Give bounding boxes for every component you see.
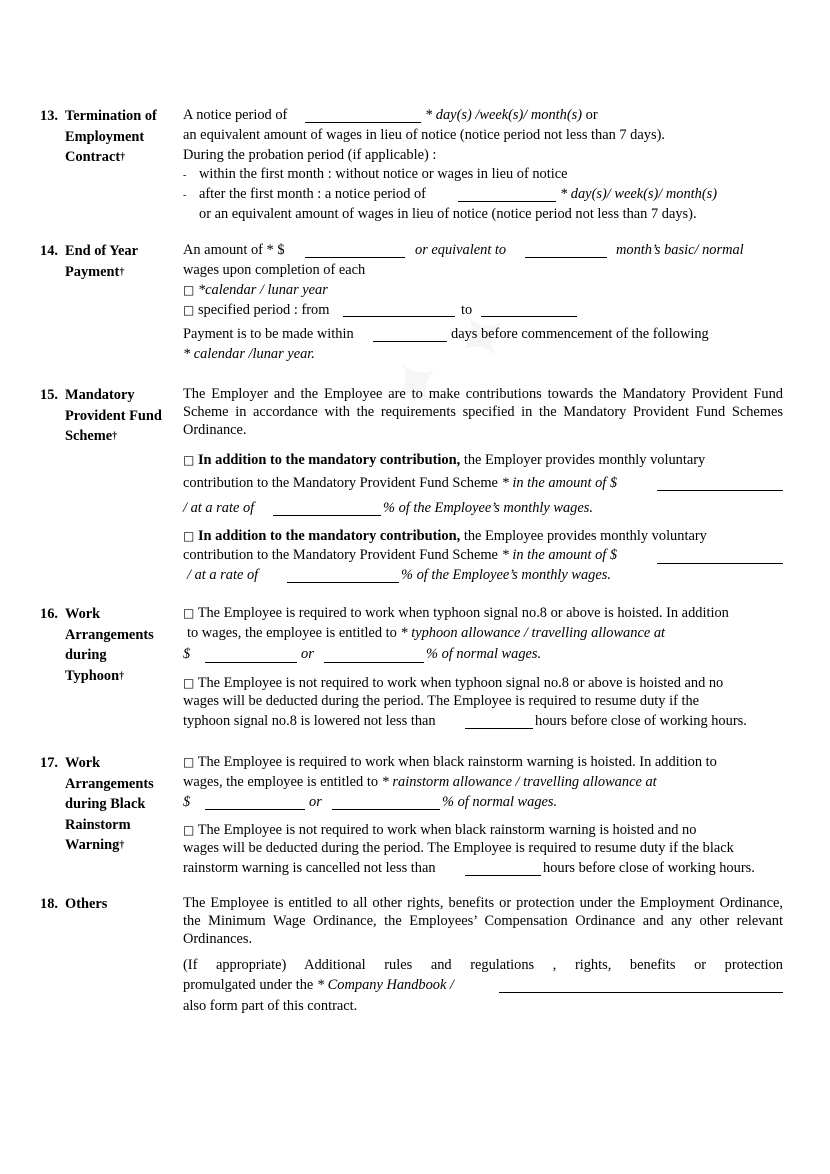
section-13: 13. Termination of Employment Contract† A notice period of * day(s) /week(s)/ month(s) or an equivalent amount of wages in lieu of notice (notice period not less than 7 days). During the probation period (if applicable) : - within the first month : without notice or wages in lieu of notice - after the first month : a notice period of * day(s)/ week(s)/ month(s) or an equivalent amount of wages in lieu of notice (notice period not less than 7 days). [40, 107, 718, 222]
section-16: 16. Work Arrangements during Typhoon† □ The Employee is required to work when typhoon signal no.8 or above is hoisted. In addition to wages, the employee is entitled to * typhoon allowance / travelling allowance at $ or % of normal wages. □ The Employee is not required to work when typhoon signal no.8 or above is hoisted and no wages will be deducted during the period. The Employee is required to resume duty if the typhoon signal no.8 is lowered not less than hours before close of working hours. [40, 605, 747, 729]
month-basic-blank[interactable] [525, 257, 607, 258]
section-14-heading: 14. End of Year Payment† [40, 243, 139, 280]
dash-icon: - [183, 190, 187, 201]
checkbox-specified-period[interactable]: □ [183, 303, 195, 317]
checkbox-employee-voluntary[interactable]: □ [183, 529, 195, 543]
rainstorm-allowance-amount-blank[interactable] [205, 809, 305, 810]
probation-notice-blank[interactable] [458, 201, 556, 202]
section-16-heading: 16. Work Arrangements during Typhoon† [40, 606, 154, 684]
section-18-heading: 18. Others [40, 896, 108, 912]
section-14: 14. End of Year Payment† An amount of * $ or equivalent to month’s basic/ normal wages upon completion of each □ *calendar / lunar year □ specified period : from to Payment is to be made within days before commencement of the following * calendar /lunar year. [40, 242, 744, 362]
employer-rate-blank[interactable] [273, 515, 381, 516]
employer-amount-blank[interactable] [657, 490, 783, 491]
dash-icon: - [183, 170, 187, 181]
section-18: 18. Others The Employee is entitled to all other rights, benefits or protection under the Employment Ordinance, the Minimum Wage Ordinance, the Employees’ Compensation Ordinance and any other relevant Ordinances. (If appropriate) Additional rules and regulations , rights, benefits or protection promulgated under the * Company Handbook / also form part of this contract. [40, 895, 783, 1014]
checkbox-rainstorm-no-work[interactable]: □ [183, 823, 195, 837]
typhoon-allowance-amount-blank[interactable] [205, 662, 297, 663]
employee-amount-blank[interactable] [657, 563, 783, 564]
section-17-heading: 17. Work Arrangements during Black Rainstorm Warning† [40, 755, 154, 853]
typhoon-allowance-rate-blank[interactable] [324, 662, 424, 663]
section-15: 15. Mandatory Provident Fund Scheme† The Employer and the Employee are to make contributions towards the Mandatory Provident Fund Scheme in accordance with the requirements specified in the Mandatory Provident Fund Schemes Ordinance. □ In addition to the mandatory contribution, the Employer provides monthly voluntary contribution to the Mandatory Provident Fund Scheme * in the amount of $ / at a rate of % of the Employee’s monthly wages. □ In addition to the mandatory contribution, the Employee provides monthly voluntary contribution to the Mandatory Provident Fund Scheme * in the amount of $ / at a rate of % of the Employee’s monthly wages. [40, 386, 783, 583]
rainstorm-allowance-rate-blank[interactable] [332, 809, 440, 810]
notice-period-blank[interactable] [305, 122, 421, 123]
period-to-blank[interactable] [481, 316, 577, 317]
company-handbook-blank[interactable] [499, 992, 783, 993]
period-from-blank[interactable] [343, 316, 455, 317]
checkbox-typhoon-work[interactable]: □ [183, 606, 195, 620]
section-17: 17. Work Arrangements during Black Rainstorm Warning† □ The Employee is required to work when black rainstorm warning is hoisted. In addition to wages, the employee is entitled to * rainstorm allowance / travelling allowance at $ or % of normal wages. □ The Employee is not required to work when black rainstorm warning is hoisted and no wages will be deducted during the period. The Employee is required to resume duty if the black rainstorm warning is cancelled not less than hours before close of working hours. [40, 754, 755, 876]
section-13-heading: 13. Termination of Employment Contract† [40, 108, 157, 165]
checkbox-rainstorm-work[interactable]: □ [183, 755, 195, 769]
section-15-heading: 15. Mandatory Provident Fund Scheme† [40, 387, 162, 444]
rainstorm-hours-blank[interactable] [465, 875, 541, 876]
checkbox-typhoon-no-work[interactable]: □ [183, 676, 195, 690]
year-end-amount-blank[interactable] [305, 257, 405, 258]
checkbox-employer-voluntary[interactable]: □ [183, 453, 195, 467]
checkbox-calendar-year[interactable]: □ [183, 283, 195, 297]
typhoon-hours-blank[interactable] [465, 728, 533, 729]
payment-days-blank[interactable] [373, 341, 447, 342]
employee-rate-blank[interactable] [287, 582, 399, 583]
